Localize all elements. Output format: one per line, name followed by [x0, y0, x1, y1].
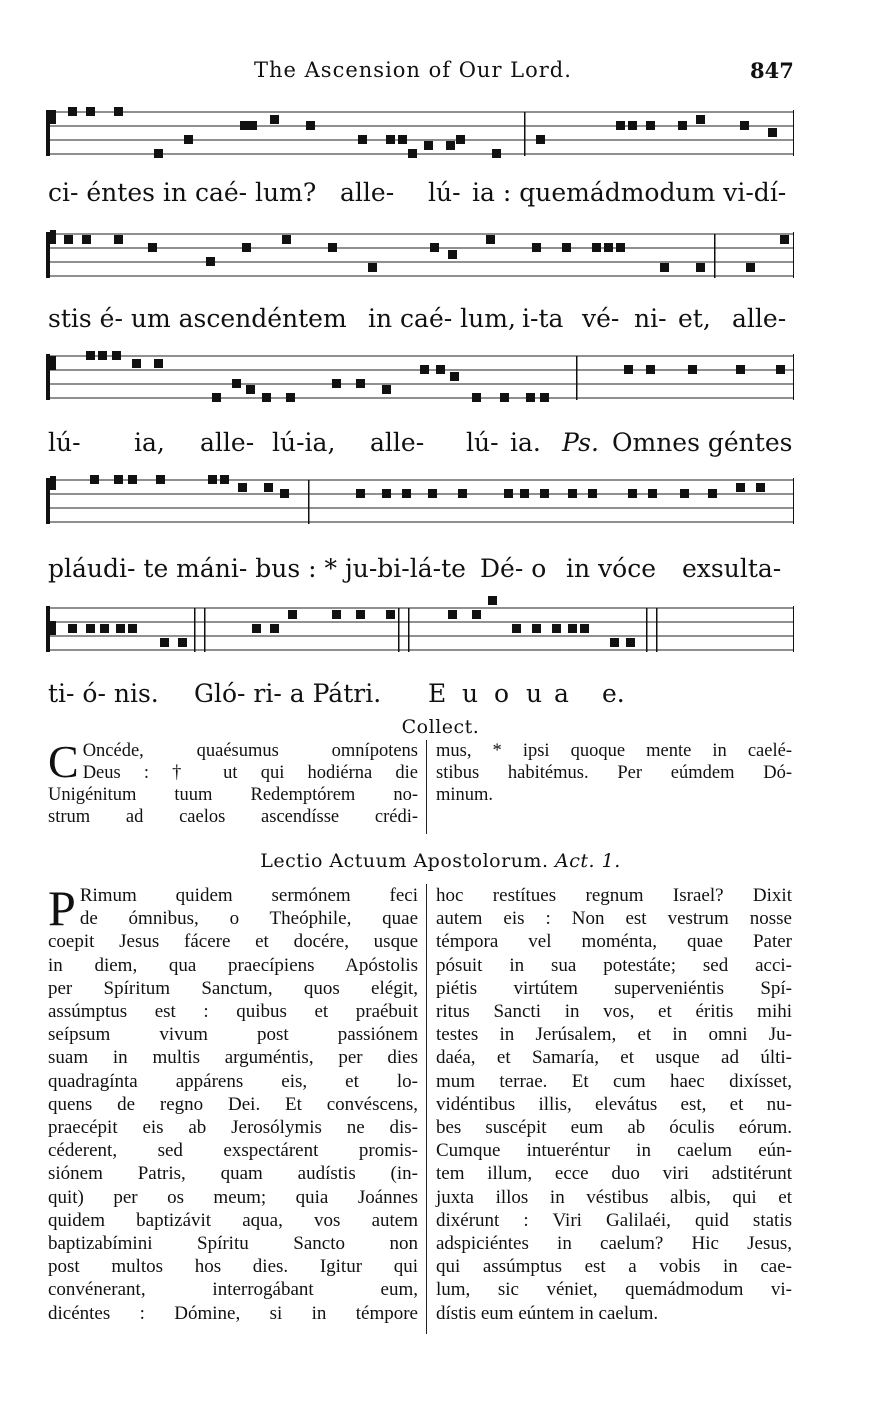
neume [436, 365, 445, 374]
neume [262, 393, 271, 402]
staff-1-svg [46, 98, 794, 168]
text-line: lum, sic véniet, quemádmodum vi- [436, 1279, 792, 1301]
lyric: ni- [634, 304, 667, 333]
neume [252, 624, 261, 633]
neume [246, 385, 255, 394]
neume [626, 638, 635, 647]
neume [156, 475, 165, 484]
lyric: Gló- ri- a Pátri. [194, 679, 382, 708]
text-line: daéa, et Samaría, et usque ad últi- [436, 1047, 792, 1069]
neume [646, 121, 655, 130]
text-line: qui assúmptus est a vobis in cae- [436, 1256, 792, 1278]
lyric: ia, [134, 428, 165, 457]
text-line: in diem, qua praecípiens Apóstolis [48, 954, 418, 976]
staff-3-svg [46, 342, 794, 412]
neume [232, 379, 241, 388]
neume [536, 135, 545, 144]
lyric: ia. [510, 428, 541, 457]
neume [588, 489, 597, 498]
neume [458, 489, 467, 498]
text-line: adspiciéntes in caelum? Hic Jesus, [436, 1233, 792, 1255]
neume [332, 610, 341, 619]
column-divider [426, 740, 427, 834]
neume [610, 638, 619, 647]
neume [736, 365, 745, 374]
bar-line [524, 112, 526, 156]
text-line: autem eis : Non est vestrum nosse [436, 908, 792, 930]
lyric: pláudi- te máni- bus : * ju-bi-lá-te [48, 554, 466, 583]
neume [358, 135, 367, 144]
neume [446, 141, 455, 150]
text-line: quadragínta appárens eis, et lo- [48, 1070, 418, 1092]
clef-mark [50, 476, 56, 490]
neume [592, 243, 601, 252]
bar-line [576, 356, 578, 400]
lyric: i-ta [522, 304, 564, 333]
neume [368, 263, 377, 272]
neume [128, 475, 137, 484]
neume [242, 243, 251, 252]
neume [386, 135, 395, 144]
neume [82, 235, 91, 244]
lyric: in vóce [566, 554, 657, 583]
clef-mark [50, 230, 56, 244]
text-line: baptizabímini Spíritu Sancto non [48, 1233, 418, 1255]
neume [148, 243, 157, 252]
neume [616, 121, 625, 130]
neume [660, 263, 669, 272]
neume [532, 624, 541, 633]
lectio-right-column [436, 884, 792, 1325]
neume [288, 610, 297, 619]
collect-dropcap: C [48, 736, 79, 787]
text-line: de ómnibus, o Theóphile, quae [79, 908, 418, 930]
chant-staff-4 [46, 466, 794, 536]
bar-line [714, 234, 716, 278]
lyric: lú- [428, 178, 461, 207]
neume [68, 624, 77, 633]
text-line: mum terrae. Et cum haec dixísset, [436, 1070, 792, 1092]
page-number: 847 [750, 58, 794, 83]
lyric: alle- [340, 178, 395, 207]
neume [332, 379, 341, 388]
clef-mark [50, 356, 56, 370]
neume [708, 489, 717, 498]
text-line: praecépit eis ab Jerosólymis ne dis- [48, 1117, 418, 1139]
neume [472, 610, 481, 619]
neume [206, 257, 215, 266]
neume [282, 235, 291, 244]
text-line: siónem Patris, quam audístis (in- [48, 1163, 418, 1185]
text-line: quens de regno Dei. Et convéscens, [48, 1093, 418, 1115]
staff-edge [793, 232, 794, 278]
staff-edge [46, 354, 50, 400]
chant-staff-2 [46, 220, 794, 290]
neume [526, 393, 535, 402]
neume [408, 149, 417, 158]
neume [116, 624, 125, 633]
neume [746, 263, 755, 272]
text-line: ritus Sancti in vos, et éritis mihi [436, 1001, 792, 1023]
text-line: hoc restítues regnum Israel? Dixit [436, 885, 792, 906]
neume [178, 638, 187, 647]
lyric: Dé- o [480, 554, 547, 583]
text-line: piétis virtútem superveniéntis Spí- [436, 977, 792, 999]
text-line: vidéntibus illis, elevátus est, et nu- [436, 1093, 792, 1115]
neume [678, 121, 687, 130]
text-line: Cumque intueréntur in caelum eún- [436, 1140, 792, 1162]
neume [430, 243, 439, 252]
lyric: E [428, 679, 447, 708]
neume [356, 489, 365, 498]
lyric: ci- éntes in caé- lum? [48, 178, 317, 207]
neume [248, 121, 257, 130]
neume [68, 107, 77, 116]
neume [552, 624, 561, 633]
text-line: Unigénitum tuum Redemptórem no- [48, 785, 418, 805]
neume [456, 135, 465, 144]
neume [64, 235, 73, 244]
lyric: ia : quemádmodum vi-dí- [472, 178, 787, 207]
neume [112, 351, 121, 360]
collect-heading: Collect. [401, 716, 480, 738]
neume [736, 483, 745, 492]
column-divider [426, 884, 427, 1334]
text-line: assúmptus est : quibus et praébuit [48, 1001, 418, 1023]
text-line: minum. [436, 785, 494, 805]
staff-edge [46, 606, 50, 652]
neume [240, 121, 249, 130]
neume [568, 489, 577, 498]
neume [356, 610, 365, 619]
bar-line [308, 480, 310, 524]
lyric: stis é- um ascendéntem [48, 304, 347, 333]
bar-line [408, 608, 410, 652]
neume [398, 135, 407, 144]
lyric: ti- ó- nis. [48, 679, 159, 708]
neume [448, 610, 457, 619]
neume [86, 624, 95, 633]
neume [646, 365, 655, 374]
text-line: coepit Jesus fácere et docére, usque [48, 931, 418, 953]
neume [504, 489, 513, 498]
neume [154, 149, 163, 158]
neume [212, 393, 221, 402]
staff-edge [46, 232, 50, 278]
staff-edge [793, 606, 794, 652]
chant-staff-5 [46, 594, 794, 664]
neume [238, 483, 247, 492]
text-line: tem illum, ecce duo viri adstitérunt [436, 1163, 792, 1185]
text-line: Rimum quidem sermónem feci [79, 885, 418, 906]
neume [270, 115, 279, 124]
neume [776, 365, 785, 374]
neume [98, 351, 107, 360]
lectio-reference: Act. 1. [555, 850, 621, 872]
text-line: seípsum vivum post passiónem [48, 1024, 418, 1046]
neume [756, 483, 765, 492]
neume [492, 149, 501, 158]
staff-4-svg [46, 466, 794, 536]
lectio-body [48, 880, 800, 1334]
neume [402, 489, 411, 498]
neume [696, 263, 705, 272]
neume [450, 372, 459, 381]
staff-edge [793, 478, 794, 524]
lyric: alle- [370, 428, 425, 457]
neume [184, 135, 193, 144]
running-title: The Ascension of Our Lord. [254, 58, 572, 82]
neume [472, 393, 481, 402]
lyric: a [554, 679, 569, 708]
neume [424, 141, 433, 150]
neume [696, 115, 705, 124]
staff-edge [46, 478, 50, 524]
lyric: alle- [200, 428, 255, 457]
collect-body [48, 736, 798, 836]
lyric: lú-ia, [272, 428, 336, 457]
neume [680, 489, 689, 498]
neume [220, 475, 229, 484]
chant-staff-3 [46, 342, 794, 412]
staff-edge [793, 110, 794, 156]
neume [114, 107, 123, 116]
text-line: testes in Jerúsalem, et in omni Ju- [436, 1024, 792, 1046]
neume [270, 624, 279, 633]
lectio-heading [0, 850, 881, 872]
neume [382, 385, 391, 394]
lyric: u [462, 679, 479, 708]
neume [128, 624, 137, 633]
clef-mark [50, 110, 56, 124]
text-line: témpora vel moménta, quae Pater [436, 931, 792, 953]
text-line: dixérunt : Viri Galilaéi, quid statis [436, 1209, 792, 1231]
text-line: Deus : † ut qui hodiérna die [82, 763, 418, 783]
lyric: exsulta- [682, 554, 782, 583]
neume [488, 596, 497, 605]
neume [448, 250, 457, 259]
neume [688, 365, 697, 374]
collect-left-column [48, 736, 418, 828]
neume [604, 243, 613, 252]
neume [382, 489, 391, 498]
text-line: juxta illos in véstibus albis, qui et [436, 1186, 792, 1208]
lyric-psalm: Ps. [562, 428, 599, 457]
text-line: céderent, sed exspectárent promis- [48, 1140, 418, 1162]
lyric: o [494, 679, 510, 708]
staff-edge [46, 110, 50, 156]
text-line: convénerant, interrogábant eum, [48, 1279, 418, 1301]
lyric: alle- [732, 304, 787, 333]
neume [86, 107, 95, 116]
text-line: quit) per os meum; quia Joánnes [48, 1186, 418, 1208]
lectio-title: Lectio Actuum Apostolorum. [260, 850, 549, 872]
lyric: u [526, 679, 543, 708]
collect-right-column [436, 740, 792, 806]
text-line: dístis eum eúntem in caelum. [436, 1302, 659, 1324]
text-line: mus, * ipsi quoque mente in caelé- [436, 741, 792, 761]
neume [306, 121, 315, 130]
neume [740, 121, 749, 130]
neume [616, 243, 625, 252]
lectio-dropcap: P [48, 880, 76, 936]
neume [386, 610, 395, 619]
bar-line [646, 608, 648, 652]
lyric: vé- [582, 304, 620, 333]
neume [286, 393, 295, 402]
neume [540, 393, 549, 402]
lyric: in caé- lum, [368, 304, 516, 333]
lectio-left-column [48, 880, 418, 1325]
text-line: dicéntes : Dómine, si in témpore [48, 1302, 418, 1324]
neume [280, 489, 289, 498]
neume [160, 638, 169, 647]
text-line: strum ad caelos ascendísse crédi- [48, 807, 418, 827]
neume [264, 483, 273, 492]
clef-mark [50, 621, 56, 635]
neume [208, 475, 217, 484]
neume [520, 489, 529, 498]
staff-2-svg [46, 220, 794, 290]
neume [132, 359, 141, 368]
staff-5-svg [46, 594, 794, 664]
text-line: post multos hos dies. Igitur qui [48, 1256, 418, 1278]
neume [768, 128, 777, 137]
neume [500, 393, 509, 402]
neume [420, 365, 429, 374]
neume [114, 235, 123, 244]
neume [628, 121, 637, 130]
neume [780, 235, 789, 244]
neume [562, 243, 571, 252]
chant-staff-1 [46, 98, 794, 168]
text-line: bes suscépit eum ab óculis eórum. [436, 1117, 792, 1139]
text-line: quidem baptizávit aqua, vos autem [48, 1209, 418, 1231]
staff-edge [793, 354, 794, 400]
neume [648, 489, 657, 498]
neume [356, 379, 365, 388]
neume [580, 624, 589, 633]
neume [628, 489, 637, 498]
neume [540, 489, 549, 498]
neume [86, 351, 95, 360]
neume [624, 365, 633, 374]
bar-line [204, 608, 206, 652]
neume [512, 624, 521, 633]
text-line: per Spíritum Sanctum, quos elégit, [48, 977, 418, 999]
neume [100, 624, 109, 633]
bar-line [194, 608, 196, 652]
lyric: lú- [48, 428, 81, 457]
neume [428, 489, 437, 498]
bar-line [398, 608, 400, 652]
neume [154, 359, 163, 368]
neume [90, 475, 99, 484]
neume [532, 243, 541, 252]
lyric: e. [602, 679, 625, 708]
lyric: lú- [466, 428, 499, 457]
text-line: Oncéde, quaésumus omnípotens [82, 741, 418, 761]
neume [328, 243, 337, 252]
text-line: stibus habitémus. Per eúmdem Dó- [436, 763, 792, 783]
lyric: Omnes géntes [612, 428, 793, 457]
bar-line [656, 608, 658, 652]
text-line: pósuit in sua potestáte; sed acci- [436, 954, 792, 976]
neume [114, 475, 123, 484]
text-line: suam in multis arguméntis, per dies [48, 1047, 418, 1069]
neume [568, 624, 577, 633]
neume [486, 235, 495, 244]
lyric: et, [678, 304, 711, 333]
